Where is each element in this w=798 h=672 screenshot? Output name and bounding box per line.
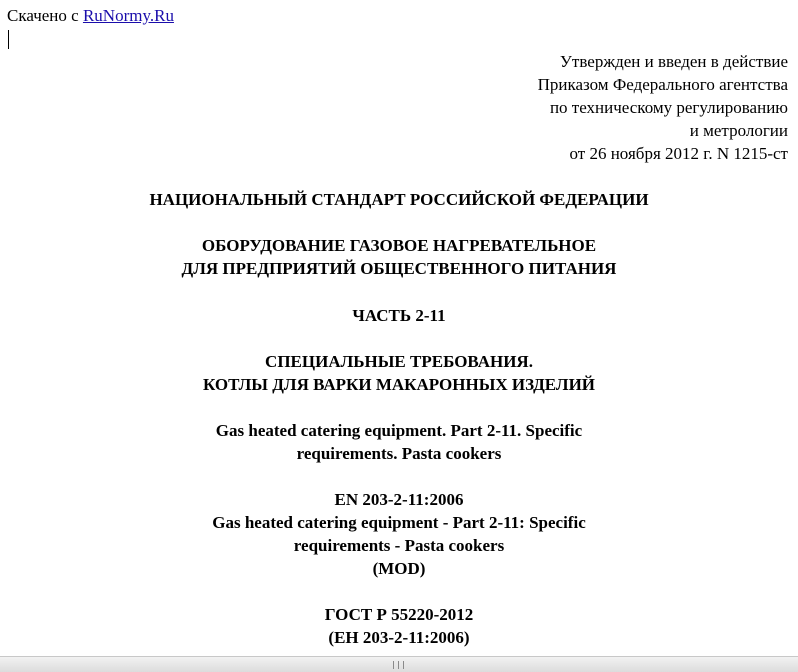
- en-standard-code: EN 203-2-11:2006: [334, 490, 464, 509]
- special-requirements-line-2: КОТЛЫ ДЛЯ ВАРКИ МАКАРОННЫХ ИЗДЕЛИЙ: [202, 375, 596, 394]
- modification-marker: (MOD): [372, 559, 426, 578]
- gost-reference: (ЕН 203-2-11:2006): [328, 628, 470, 647]
- approval-line: Утвержден и введен в действие: [559, 52, 788, 71]
- english-title-line-2: requirements. Pasta cookers: [296, 444, 502, 463]
- approval-line: от 26 ноября 2012 г. N 1215-ст: [569, 144, 788, 163]
- special-requirements-line-1: СПЕЦИАЛЬНЫЕ ТРЕБОВАНИЯ.: [265, 352, 533, 371]
- national-standard-heading: НАЦИОНАЛЬНЫЙ СТАНДАРТ РОССИЙСКОЙ ФЕДЕРАЦИИ: [149, 190, 649, 209]
- approval-block: [538, 50, 788, 165]
- horizontal-scrollbar[interactable]: [0, 656, 798, 672]
- downloaded-prefix: Скачено с: [7, 6, 79, 25]
- part-number: ЧАСТЬ 2-11: [352, 306, 446, 325]
- gost-code: ГОСТ Р 55220-2012: [324, 605, 474, 624]
- en-title-line-2: requirements - Pasta cookers: [293, 536, 505, 555]
- downloaded-from-line: [7, 5, 174, 27]
- approval-line: по техническому регулированию: [549, 98, 788, 117]
- equipment-title-line-2: ДЛЯ ПРЕДПРИЯТИЙ ОБЩЕСТВЕННОГО ПИТАНИЯ: [181, 259, 617, 278]
- approval-line: и метрологии: [689, 121, 788, 140]
- equipment-title-line-1: ОБОРУДОВАНИЕ ГАЗОВОЕ НАГРЕВАТЕЛЬНОЕ: [201, 236, 597, 255]
- scrollbar-grip-icon[interactable]: [393, 661, 404, 669]
- text-cursor: [8, 30, 9, 49]
- en-title-line-1: Gas heated catering equipment - Part 2-11: Specific: [212, 513, 586, 532]
- english-title-line-1: Gas heated catering equipment. Part 2-11. Specific: [215, 421, 583, 440]
- runormy-link[interactable]: RuNormy.Ru: [82, 6, 174, 25]
- approval-line: Приказом Федерального агентства: [537, 75, 788, 94]
